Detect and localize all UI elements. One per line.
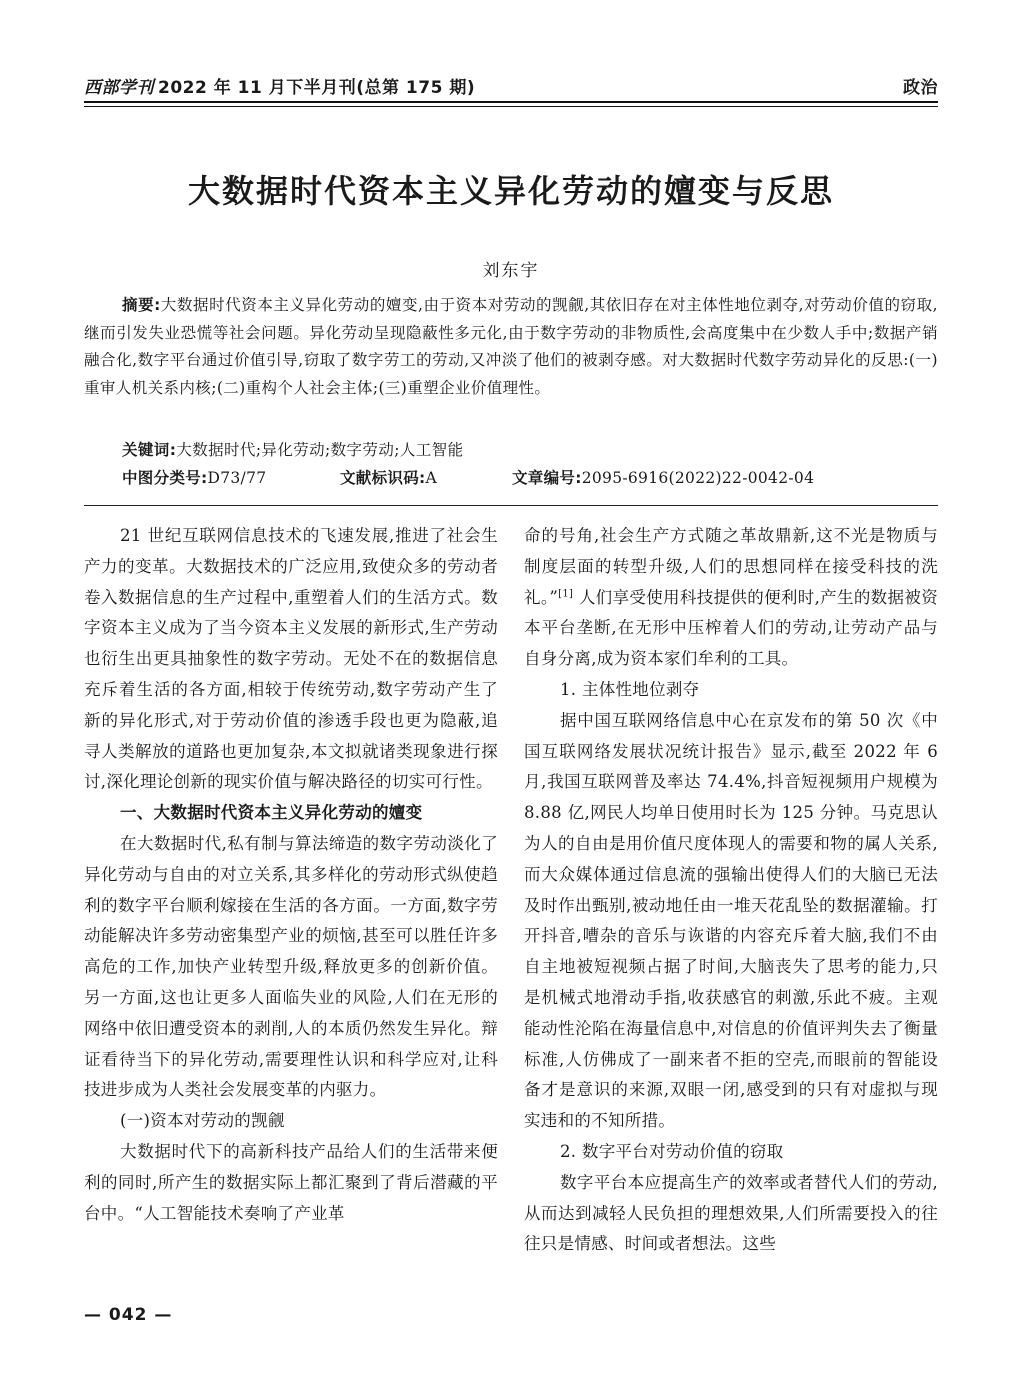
paragraph: 在大数据时代,私有制与算法缔造的数字劳动淡化了异化劳动与自由的对立关系,其多样化的劳动形式纵使趋利的数字平台顺利嫁接在生活的各方面。一方面,数字劳动能解决许多劳动密集型产业的烦恼,甚至可以胜任许多高危的工作,加快产业转型升级,释放更多的创新价值。另一方面,这也让更多人面临失业的风险,人们在无形的网络中依旧遭受资本的剥削,人的本质仍然发生异化。辩证看待当下的异化劳动,需要理性认识和科学应对,让科技进步成为人类社会发展变革的内驱力。 [84,833,498,1100]
keywords-label: 关键词: [122,441,177,459]
section-heading: 一、大数据时代资本主义异化劳动的嬗变 [120,803,423,823]
subsection-heading: (一)资本对劳动的觊觎 [120,1111,285,1131]
subsection-heading: 2. 数字平台对劳动价值的窃取 [560,1141,784,1161]
paragraph: 数字平台本应提高生产的效率或者替代人们的劳动,从而达到减轻人民负担的理想效果,人们所需要投入的往往只是情感、时间或者想法。这些 [524,1172,938,1254]
abstract-text: 大数据时代资本主义异化劳动的嬗变,由于资本对劳动的觊觎,其依旧存在对主体性地位剥夺,对劳动价值的窃取,继而引发失业恐慌等社会问题。异化劳动呈现隐蔽性多元化,由于数字劳动的非物质性,会高度集中在少数人手中;数据产销融合化,数字平台通过价值引导,窃取了数字劳工的劳动,又冲淡了他们的被剥夺感。对大数据时代数字劳动异化的反思:(一)重审人机关系内核;(二)重构个人社会主体;(三)重塑企业价值理性。 [84,296,938,397]
paragraph: 21 世纪互联网信息技术的飞速发展,推进了社会生产力的变革。大数据技术的广泛应用,致使众多的劳动者卷入数据信息的生产过程中,重塑着人们的生活方式。数字资本主义成为了当今资本主义发展的新形式,生产劳动也衍生出更具抽象性的数字劳动。无处不在的数据信息充斥着生活的各方面,相较于传统劳动,数字劳动产生了新的异化形式,对于劳动价值的渗透手段也更为隐蔽,追寻人类解放的道路也更加复杂,本文拟就诸类现象进行探讨,深化理论创新的现实价值与解决路径的切实可行性。 [84,526,498,792]
journal-name: 西部学刊 [84,78,154,98]
running-header [84,68,938,98]
author-name: 刘东宇 [482,261,540,281]
article-number: 文章编号:2095-6916(2022)22-0042-04 [512,469,815,487]
right-column [524,521,938,1291]
document-code: 文献标识码:A [340,469,437,487]
header-rule [84,101,938,103]
keywords-text: 大数据时代;异化劳动;数字劳动;人工智能 [176,441,464,459]
subsection-heading: 1. 主体性地位剥夺 [560,679,700,699]
paragraph: 据中国互联网络信息中心在京发布的第 50 次《中国互联网络发展状况统计报告》显示,截至 2022 年 6 月,我国互联网普及率达 74.4%,抖音短视频用户规模为 8.88 亿,网民人均单日使用时长为 125 分钟。马克思认为人的自由是用价值尺度体现人的需要和物的属人关系,而大众媒体通过信息流的强输出使得人们的大脑已无法及时作出甄别,被动地任由一堆天花乱坠的数据灌输。打开抖音,嘈杂的音乐与诙谐的内容充斥着大脑,我们不由自主地被短视频占据了时间,大脑丧失了思考的能力,只是机械式地滑动手指,收获感官的刺激,乐此不疲。主观能动性沦陷在海量信息中,对信息的价值评判失去了衡量标准,人仿佛成了一副来者不拒的空壳,而眼前的智能设备才是意识的来源,双眼一闭,感受到的只有对虚拟与现实违和的不知所措。 [524,710,938,1131]
header-rule-thin [84,106,938,107]
section-name: 政治 [903,78,938,98]
paragraph-continued: 命的号角,社会生产方式随之革故鼎新,这不光是物质与制度层面的转型升级,人们的思想同样在接受科技的洗礼。”[1] 人们享受使用科技提供的便利时,产生的数据被资本平台垄断,在无形中压榨着人们的劳动,让劳动产品与自身分离,成为资本家们牟利的工具。 [524,526,938,669]
classification-line [122,466,938,490]
paragraph: 大数据时代下的高新科技产品给人们的生活带来便利的同时,所产生的数据实际上都汇聚到了背后潜藏的平台中。“人工智能技术奏响了产业革 [84,1141,498,1223]
keywords [122,438,938,462]
abstract-label: 摘要: [122,296,161,314]
meta-divider [84,505,938,506]
clc-number: 中图分类号:D73/77 [122,469,267,487]
issue-info: 2022 年 11 月下半月刊(总第 175 期) [158,78,476,98]
abstract [84,292,938,402]
left-column [84,521,498,1291]
header-left [84,73,475,98]
page-number: — 042 — [84,1305,173,1325]
body-columns [84,521,938,1291]
article-title: 大数据时代资本主义异化劳动的嬗变与反思 [187,172,834,210]
citation-ref: [1] [558,588,574,600]
